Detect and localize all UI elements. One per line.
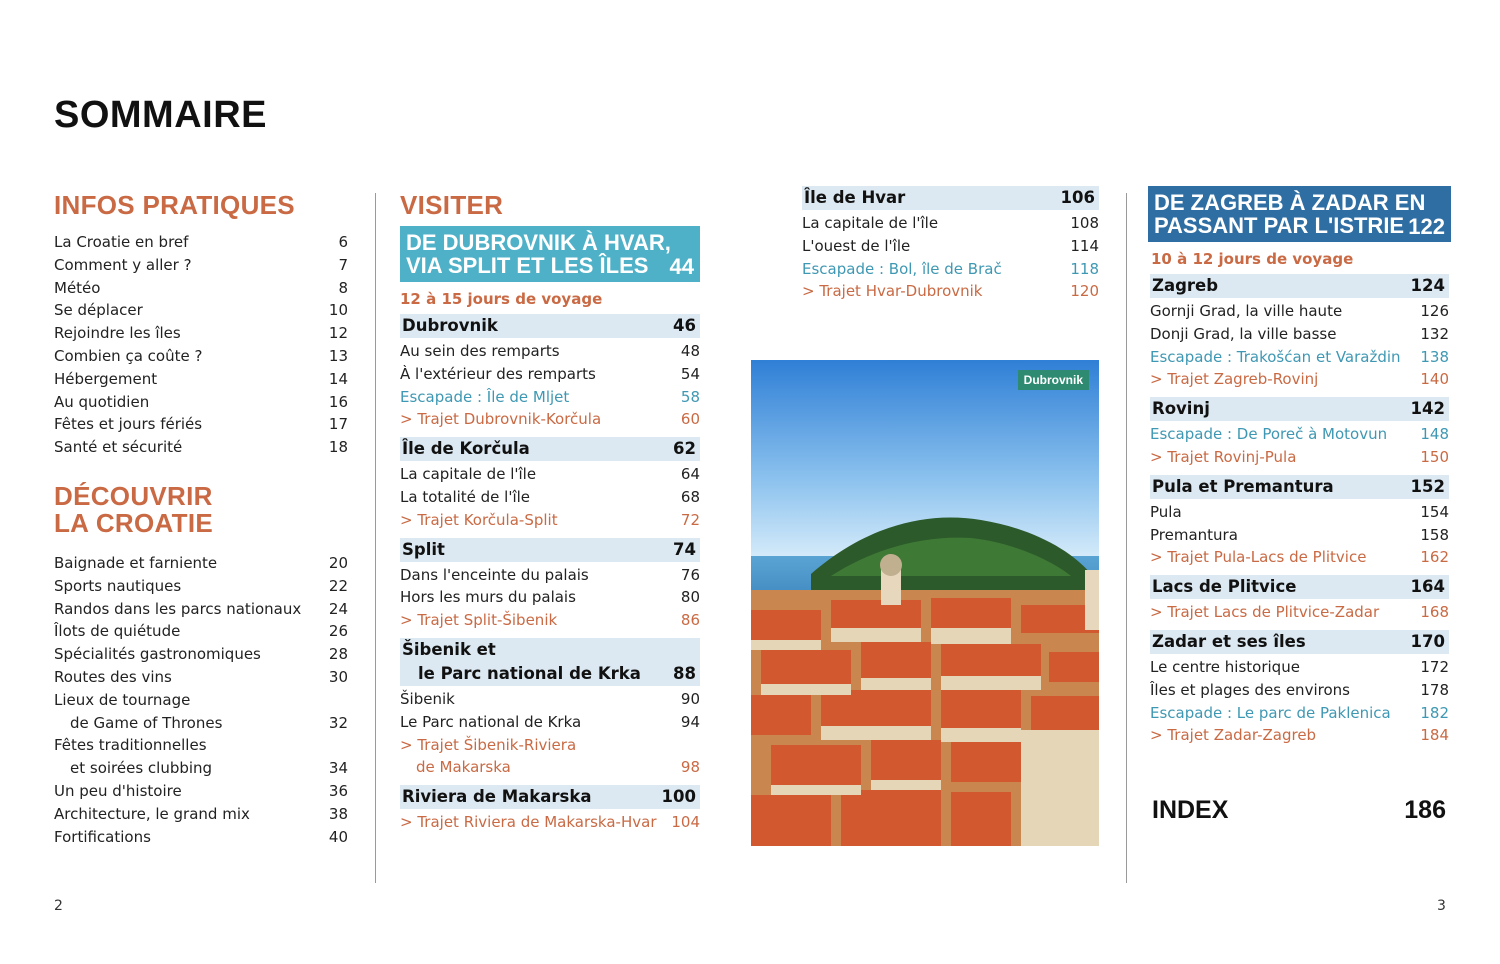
toc-entry-title: La totalité de l'île [400,487,531,506]
toc-entry[interactable] [54,345,348,368]
section-title-line: DÉCOUVRIR [54,480,213,511]
toc-entry-title: Météo [54,278,101,297]
toc-entry-title: Hors les murs du palais [400,588,576,607]
list-infos [54,231,348,459]
toc-entry-page: 168 [1420,603,1449,622]
chapter-heading[interactable] [802,186,1099,210]
chapter-page: 124 [1410,276,1445,295]
toc-entry-page: 10 [328,301,348,320]
chapter-heading[interactable] [400,314,700,338]
chapter-heading[interactable] [1150,630,1449,654]
chapter-title: Lacs de Plitvice [1152,577,1297,597]
toc-entry-page: 114 [1070,236,1099,255]
toc-entry[interactable] [1150,300,1449,323]
toc-entry[interactable] [400,711,700,734]
toc-entry-page: 150 [1420,447,1449,466]
toc-entry-page: 104 [671,813,700,832]
toc-entry-page: 118 [1070,259,1099,278]
toc-entry-page: 120 [1070,282,1099,301]
toc-entry[interactable] [400,340,700,363]
toc-entry[interactable] [54,322,348,345]
chapter-heading[interactable] [400,785,700,809]
photo-caption: Dubrovnik [1018,370,1089,390]
toc-entry[interactable] [400,386,700,409]
list-decouvrir [54,552,348,848]
toc-entry-page: 28 [328,645,348,664]
toc-entry-page: 76 [680,565,700,584]
index-entry[interactable] [1152,796,1446,825]
toc-entry[interactable] [54,254,348,277]
toc-entry-page: 90 [680,689,700,708]
toc-entry[interactable] [1150,524,1449,547]
toc-entry[interactable] [54,826,348,849]
chapter-title: Dubrovnik [402,316,498,335]
toc-entry-title: Šibenik [400,689,455,708]
toc-entry-title: > Trajet Korčula-Split [400,510,558,529]
toc-entry[interactable] [400,688,700,711]
toc-entry-page: 14 [328,369,348,388]
chapter-list [400,688,700,779]
toc-entry-title: Fortifications [54,827,151,846]
toc-entry[interactable] [54,734,348,757]
chapter-page: 74 [673,539,696,559]
toc-entry-title: À l'extérieur des remparts [400,364,596,383]
toc-entry-page: 34 [328,759,348,778]
toc-entry-title: Un peu d'histoire [54,781,182,800]
toc-entry[interactable] [1150,702,1449,725]
toc-entry-title: > Trajet Šibenik-Riviera [400,735,577,754]
toc-entry-page: 158 [1420,525,1449,544]
photo-illustration [751,360,1099,846]
toc-entry-title: Escapade : Le parc de Paklenica [1150,703,1391,722]
toc-entry-page: 38 [328,804,348,823]
chapter-title: Zagreb [1152,276,1219,295]
toc-entry-page: 126 [1420,302,1449,320]
toc-entry-page: 13 [328,346,348,365]
toc-entry[interactable] [54,413,348,436]
toc-entry[interactable] [54,391,348,414]
toc-entry-title: La capitale de l'île [802,214,939,232]
toc-entry[interactable] [54,780,348,803]
toc-entry-page: 148 [1420,425,1449,444]
chapter-heading[interactable] [1150,475,1449,499]
toc-entry-title: La capitale de l'île [400,465,537,484]
toc-entry-title: Combien ça coûte ? [54,346,203,365]
chapter-list [1150,501,1449,569]
chapter-title: Zadar et ses îles [1152,631,1306,651]
toc-entry[interactable] [54,368,348,391]
toc-entry-title: > Trajet Split-Šibenik [400,611,558,630]
toc-entry-title: Rejoindre les îles [54,324,181,343]
banner-line: DE ZAGREB À ZADAR EN [1154,190,1426,215]
toc-entry[interactable] [54,803,348,826]
chapter-list [1150,656,1449,747]
toc-entry[interactable] [400,564,700,587]
toc-entry-page: 72 [680,510,700,529]
toc-entry[interactable] [54,575,348,598]
chapter-heading[interactable] [1150,274,1449,298]
chapter-list [400,340,700,431]
toc-entry[interactable] [400,811,700,834]
toc-entry-title: Îlots de quiétude [54,622,181,641]
toc-entry[interactable] [54,643,348,666]
toc-entry-title: > Trajet Zadar-Zagreb [1150,726,1317,745]
toc-entry[interactable] [802,235,1099,258]
chapter-page: 46 [673,316,696,335]
toc-entry-title: Routes des vins [54,667,172,686]
dubrovnik-photo [751,360,1099,846]
chapter-title: Île de Korčula [402,439,530,459]
toc-entry-title: Santé et sécurité [54,438,183,457]
toc-entry-title: L'ouest de l'île [802,236,911,255]
chapter-title: le Parc national de Krka [418,663,641,683]
toc-entry-title: Dans l'enceinte du palais [400,565,589,584]
banner-line: DE DUBROVNIK À HVAR, [406,230,671,255]
toc-entry-title: Escapade : Île de Mljet [400,387,570,406]
chapter-page: 142 [1410,399,1445,419]
toc-entry-title: Pula [1150,502,1182,521]
toc-entry[interactable] [1150,679,1449,702]
chapter-title: Île de Hvar [804,188,906,207]
toc-entry-page: 86 [680,611,700,630]
toc-entry-title: > Trajet Dubrovnik-Korčula [400,410,602,429]
toc-entry[interactable] [54,598,348,621]
toc-entry-title: Hébergement [54,369,158,388]
chapter-title: Riviera de Makarska [402,787,592,807]
toc-entry-page: 178 [1420,680,1449,699]
toc-entry-page: 26 [328,622,348,641]
toc-entry[interactable] [1150,724,1449,747]
page-number-left: 2 [54,898,63,914]
chapter-page: 100 [661,787,696,807]
toc-entry[interactable] [54,689,348,712]
index-label: INDEX [1152,796,1229,824]
toc-entry-page: 172 [1420,657,1449,676]
toc-entry[interactable] [54,231,348,254]
toc-entry-title: de Game of Thrones [70,713,223,732]
toc-entry-title: Au quotidien [54,392,150,411]
chapter-page: 164 [1410,577,1445,597]
toc-entry-title: Premantura [1150,525,1238,544]
chapter-heading[interactable] [400,437,700,461]
toc-entry-page: 182 [1420,703,1449,722]
chapter-heading[interactable] [1150,575,1449,599]
toc-entry-title: > Trajet Pula-Lacs de Plitvice [1150,548,1367,567]
chapter-heading[interactable] [400,538,700,562]
toc-entry-title: Au sein des remparts [400,342,560,360]
toc-entry-page: 132 [1420,324,1449,343]
toc-entry-title: de Makarska [416,758,511,777]
toc-entry[interactable] [400,486,700,509]
toc-entry[interactable] [1150,323,1449,346]
toc-entry-page: 20 [328,553,348,572]
toc-entry-page: 108 [1070,214,1099,232]
banner-line: PASSANT PAR L'ISTRIE [1154,213,1405,238]
chapter-list [1150,300,1449,391]
toc-entry-page: 140 [1420,370,1449,389]
toc-entry-page: 184 [1420,726,1449,745]
toc-entry-page: 68 [680,487,700,506]
trip-duration: 10 à 12 jours de voyage [1151,250,1354,268]
toc-entry-page: 30 [328,667,348,686]
page-title: SOMMAIRE [54,94,267,136]
section-title-visiter: VISITER [400,190,504,220]
trip-duration: 12 à 15 jours de voyage [400,290,603,308]
chapter-title: Šibenik et [402,639,496,659]
section-title-line: LA CROATIE [54,507,213,538]
toc-entry-title: Le centre historique [1150,657,1300,676]
chapter-page: 88 [673,663,696,683]
toc-entry[interactable] [400,463,700,486]
index-page: 186 [1404,796,1446,824]
itinerary-banner [1148,186,1451,242]
toc-entry-title: Le Parc national de Krka [400,712,582,731]
toc-entry[interactable] [1150,346,1449,369]
toc-entry[interactable] [1150,368,1449,391]
toc-entry-title: Se déplacer [54,301,143,320]
toc-entry-page: 12 [328,324,348,343]
toc-entry-page: 16 [328,392,348,411]
banner-page: 44 [669,254,694,279]
toc-entry-title: Lieux de tournage [54,690,191,709]
toc-entry[interactable] [400,734,700,757]
chapter-title: Split [402,539,445,559]
chapter-page: 62 [673,439,696,459]
chapter-title: Rovinj [1152,399,1210,419]
chapter-list [400,463,700,531]
toc-entry-title: Escapade : De Poreč à Motovun [1150,425,1388,444]
toc-entry-page: 48 [680,342,700,360]
toc-entry[interactable] [1150,423,1449,446]
toc-entry[interactable] [400,408,700,431]
toc-entry-page: 60 [680,410,700,429]
chapter-title: Pula et Premantura [1152,476,1334,496]
toc-entry-page: 138 [1420,347,1449,366]
toc-entry[interactable] [54,666,348,689]
toc-entry[interactable] [802,212,1099,235]
toc-entry-title: La Croatie en bref [54,233,189,251]
toc-entry-title: Sports nautiques [54,576,182,595]
toc-entry-title: Comment y aller ? [54,255,192,274]
toc-entry-title: Gornji Grad, la ville haute [1150,302,1343,320]
chapter-title-line [402,662,696,686]
column-visiter [400,192,700,834]
toc-entry-title: > Trajet Rovinj-Pula [1150,447,1297,466]
chapter-list [400,564,700,632]
chapter-page: 106 [1060,188,1095,207]
chapter-list [1150,601,1449,624]
itinerary-banner [400,226,700,282]
toc-entry-title: > Trajet Hvar-Dubrovnik [802,282,983,301]
toc-entry-title: Baignade et farniente [54,553,218,572]
section-title-decouvrir [54,480,348,538]
chapter-heading[interactable] [1150,397,1449,421]
toc-entry-title: Îles et plages des environs [1150,680,1350,699]
chapter-list [802,212,1099,303]
toc-entry[interactable] [1150,656,1449,679]
toc-entry-title: et soirées clubbing [70,759,213,778]
toc-entry-page: 80 [680,588,700,607]
column-infos [54,192,348,848]
page-number-right: 3 [1437,898,1446,914]
toc-entry-page: 18 [328,438,348,457]
toc-entry-page: 162 [1420,548,1449,567]
toc-entry-page: 54 [680,364,700,383]
section-title-infos: INFOS PRATIQUES [54,190,295,220]
toc-entry-title: Architecture, le grand mix [54,804,250,823]
toc-entry[interactable] [54,552,348,575]
toc-entry[interactable] [400,756,700,779]
chapter-page: 152 [1410,476,1445,496]
toc-entry[interactable] [54,757,348,780]
toc-entry[interactable] [1150,446,1449,469]
toc-entry-page: 94 [680,712,700,731]
toc-entry-page: 36 [328,781,348,800]
banner-page: 122 [1408,214,1445,239]
banner-line: VIA SPLIT ET LES ÎLES [406,253,649,278]
chapter-heading[interactable] [400,638,700,686]
toc-entry-page: 98 [680,758,700,777]
toc-entry-title: Donji Grad, la ville basse [1150,324,1337,343]
toc-entry-page: 154 [1420,502,1449,521]
toc-entry-page: 32 [328,713,348,732]
toc-entry[interactable] [1150,501,1449,524]
toc-entry[interactable] [54,712,348,735]
toc-entry[interactable] [54,436,348,459]
toc-entry[interactable] [54,299,348,322]
divider [1126,193,1127,883]
toc-entry[interactable] [802,280,1099,303]
column-zagreb [1148,186,1451,747]
toc-entry-title: Fêtes et jours fériés [54,415,203,434]
toc-entry-page: 22 [328,576,348,595]
chapter-list [400,811,700,834]
toc-entry[interactable] [1150,546,1449,569]
column-hvar [802,186,1099,303]
toc-entry[interactable] [54,277,348,300]
toc-entry-page: 17 [328,415,348,434]
toc-entry-page: 40 [328,827,348,846]
toc-entry-title: Randos dans les parcs nationaux [54,599,302,618]
toc-entry[interactable] [400,586,700,609]
toc-entry-title: > Trajet Zagreb-Rovinj [1150,370,1319,389]
toc-entry[interactable] [400,509,700,532]
toc-entry[interactable] [54,620,348,643]
toc-entry[interactable] [400,609,700,632]
toc-entry-page: 64 [680,465,700,484]
toc-entry-page: 6 [338,233,348,251]
toc-entry-title: Fêtes traditionnelles [54,736,207,755]
toc-entry-title: > Trajet Lacs de Plitvice-Zadar [1150,603,1380,622]
toc-entry-title: > Trajet Riviera de Makarska-Hvar [400,813,657,832]
toc-entry[interactable] [400,363,700,386]
toc-entry-title: Spécialités gastronomiques [54,645,261,664]
toc-entry-page: 58 [680,387,700,406]
toc-entry-page: 8 [338,278,348,297]
toc-entry-page: 7 [338,255,348,274]
toc-entry-page: 24 [328,599,348,618]
toc-entry[interactable] [1150,601,1449,624]
toc-entry-title: Escapade : Bol, île de Brač [802,259,1002,278]
toc-entry[interactable] [802,258,1099,281]
toc-entry-title: Escapade : Trakošćan et Varaždin [1150,347,1401,366]
chapter-list [1150,423,1449,469]
divider [375,193,376,883]
chapter-page: 170 [1410,631,1445,651]
